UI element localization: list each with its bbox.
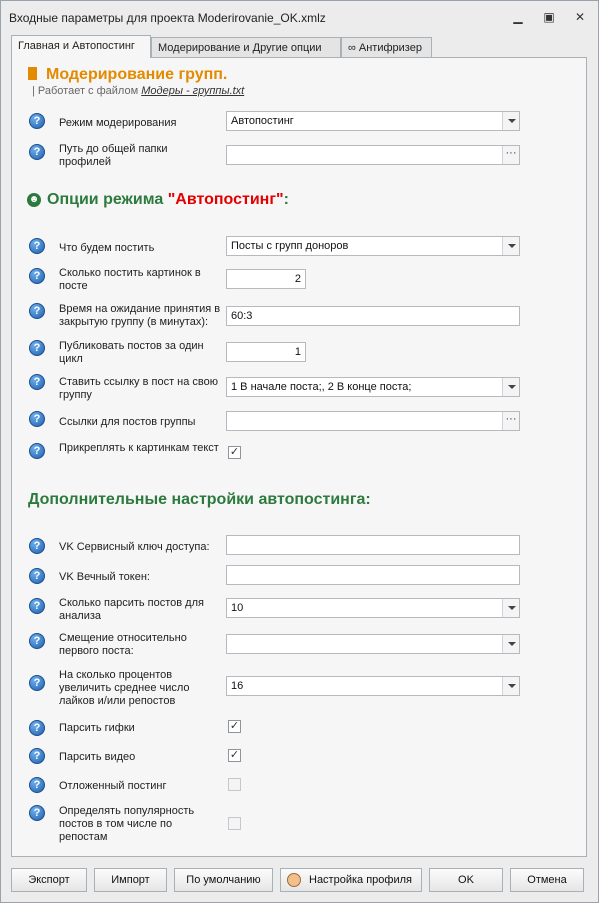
default-button[interactable]: По умолчанию bbox=[174, 868, 273, 892]
maximize-icon[interactable]: ▣ bbox=[543, 10, 555, 24]
help-icon[interactable]: ? bbox=[29, 443, 45, 459]
label-parse-gifs: Парсить гифки bbox=[59, 722, 135, 734]
vk-token-input[interactable] bbox=[226, 565, 520, 585]
label-vk-service-key: VK Сервисный ключ доступа: bbox=[59, 541, 210, 553]
help-icon[interactable]: ? bbox=[29, 144, 45, 160]
group-link-position-select[interactable] bbox=[226, 377, 520, 397]
tab-moderation-options[interactable] bbox=[151, 37, 341, 58]
chevron-down-icon[interactable] bbox=[502, 237, 519, 255]
label-likes-percent: На сколько процентов увеличить среднее число лайков и/или репостов bbox=[59, 669, 190, 707]
help-icon[interactable]: ? bbox=[29, 720, 45, 736]
select-value: Посты с групп доноров bbox=[231, 240, 349, 252]
window-title: Входные параметры для проекта Moderirovanie_OK.xmlz bbox=[9, 11, 326, 25]
tab-antifreezer[interactable] bbox=[341, 37, 432, 58]
profiles-folder-input[interactable] bbox=[226, 145, 520, 165]
select-value: 1 В начале поста;, 2 В конце поста; bbox=[231, 381, 412, 393]
help-icon[interactable]: ? bbox=[29, 340, 45, 356]
section-title-additional: Дополнительные настройки автопостинга: bbox=[28, 491, 371, 508]
chevron-down-icon[interactable] bbox=[502, 112, 519, 130]
vk-service-key-input[interactable] bbox=[226, 535, 520, 555]
chevron-down-icon[interactable] bbox=[502, 378, 519, 396]
help-icon[interactable]: ? bbox=[29, 538, 45, 554]
chevron-down-icon[interactable] bbox=[502, 635, 519, 653]
ellipsis-icon[interactable]: ··· bbox=[502, 412, 519, 430]
help-icon[interactable]: ? bbox=[29, 598, 45, 614]
delayed-posting-checkbox[interactable] bbox=[228, 778, 241, 791]
help-icon[interactable]: ? bbox=[29, 238, 45, 254]
file-link[interactable]: Модеры - группы.txt bbox=[141, 85, 245, 97]
help-icon[interactable]: ? bbox=[29, 777, 45, 793]
label-parse-count: Сколько парсить постов для анализа bbox=[59, 597, 204, 622]
label-vk-token: VK Вечный токен: bbox=[59, 571, 150, 583]
parse-count-select[interactable] bbox=[226, 598, 520, 618]
tab-label: ∞ Антифризер bbox=[348, 42, 422, 54]
profile-settings-button[interactable] bbox=[280, 868, 422, 892]
select-value: 10 bbox=[231, 602, 244, 614]
close-icon[interactable]: ✕ bbox=[574, 10, 586, 24]
chevron-down-icon[interactable] bbox=[502, 677, 519, 695]
parse-video-checkbox[interactable]: ✓ bbox=[229, 749, 240, 761]
settings-panel bbox=[11, 57, 587, 857]
label-images-per-post: Сколько постить картинок в посте bbox=[59, 267, 201, 292]
images-per-post-input[interactable]: 2 bbox=[226, 269, 306, 289]
cancel-button[interactable]: Отмена bbox=[510, 868, 584, 892]
likes-percent-select[interactable] bbox=[226, 676, 520, 696]
label-moderation-mode: Режим модерирования bbox=[59, 117, 177, 129]
tab-main-autoposting[interactable] bbox=[11, 35, 151, 58]
file-note-prefix: | Работает с файлом bbox=[32, 85, 139, 97]
help-icon[interactable]: ? bbox=[29, 568, 45, 584]
parse-gifs-checkbox[interactable]: ✓ bbox=[229, 720, 240, 732]
minimize-icon[interactable]: ▁ bbox=[513, 10, 523, 24]
import-button[interactable]: Импорт bbox=[94, 868, 167, 892]
tab-label: Главная и Автопостинг bbox=[18, 40, 135, 52]
label-popularity-reposts: Определять популярность постов в том числе по репостам bbox=[59, 805, 195, 843]
help-icon[interactable]: ? bbox=[29, 748, 45, 764]
select-value: Автопостинг bbox=[231, 115, 294, 127]
what-to-post-select[interactable] bbox=[226, 236, 520, 256]
title-suffix: : bbox=[283, 191, 289, 208]
profile-settings-label: Настройка профиля bbox=[309, 874, 412, 886]
label-attach-text: Прикреплять к картинкам текст bbox=[59, 442, 219, 454]
help-icon[interactable]: ? bbox=[29, 113, 45, 129]
label-what-to-post: Что будем постить bbox=[59, 242, 155, 254]
section-title-autoposting bbox=[47, 191, 289, 209]
attach-text-checkbox[interactable]: ✓ bbox=[229, 446, 240, 458]
help-icon[interactable]: ? bbox=[29, 411, 45, 427]
help-icon[interactable]: ? bbox=[29, 374, 45, 390]
select-value: 16 bbox=[231, 680, 244, 692]
title-highlight: "Автопостинг" bbox=[167, 191, 284, 208]
help-icon[interactable]: ? bbox=[29, 805, 45, 821]
frog-icon: ☻ bbox=[28, 194, 40, 205]
offset-select[interactable] bbox=[226, 634, 520, 654]
label-posts-per-cycle: Публиковать постов за один цикл bbox=[59, 340, 204, 365]
title-prefix: Опции режима bbox=[47, 191, 164, 208]
file-note bbox=[32, 85, 244, 97]
title-bar bbox=[1, 1, 598, 33]
chevron-down-icon[interactable] bbox=[502, 599, 519, 617]
label-offset: Смещение относительно первого поста: bbox=[59, 632, 187, 657]
help-icon[interactable]: ? bbox=[29, 675, 45, 691]
group-post-links-input[interactable] bbox=[226, 411, 520, 431]
help-icon[interactable]: ? bbox=[29, 303, 45, 319]
label-wait-time: Время на ожидание принятия в закрытую группу (в минутах): bbox=[59, 303, 221, 328]
label-group-link: Ставить ссылку в пост на свою группу bbox=[59, 376, 219, 401]
ellipsis-icon[interactable]: ··· bbox=[502, 146, 519, 164]
moderation-mode-select[interactable] bbox=[226, 111, 520, 131]
tab-label: Модерирование и Другие опции bbox=[158, 42, 322, 54]
help-icon[interactable]: ? bbox=[29, 268, 45, 284]
user-icon bbox=[287, 873, 301, 887]
export-button[interactable]: Экспорт bbox=[11, 868, 87, 892]
label-parse-video: Парсить видео bbox=[59, 751, 136, 763]
help-icon[interactable]: ? bbox=[29, 633, 45, 649]
popularity-reposts-checkbox[interactable] bbox=[228, 817, 241, 830]
section-marker-icon bbox=[28, 67, 37, 80]
label-group-post-links: Ссылки для постов группы bbox=[59, 416, 196, 428]
ok-button[interactable]: OK bbox=[429, 868, 503, 892]
wait-time-input[interactable]: 60:3 bbox=[226, 306, 520, 326]
label-delayed-posting: Отложенный постинг bbox=[59, 780, 167, 792]
posts-per-cycle-input[interactable]: 1 bbox=[226, 342, 306, 362]
section-title-moderation: Модерирование групп. bbox=[46, 66, 228, 83]
label-profiles-folder: Путь до общей папки профилей bbox=[59, 143, 168, 168]
